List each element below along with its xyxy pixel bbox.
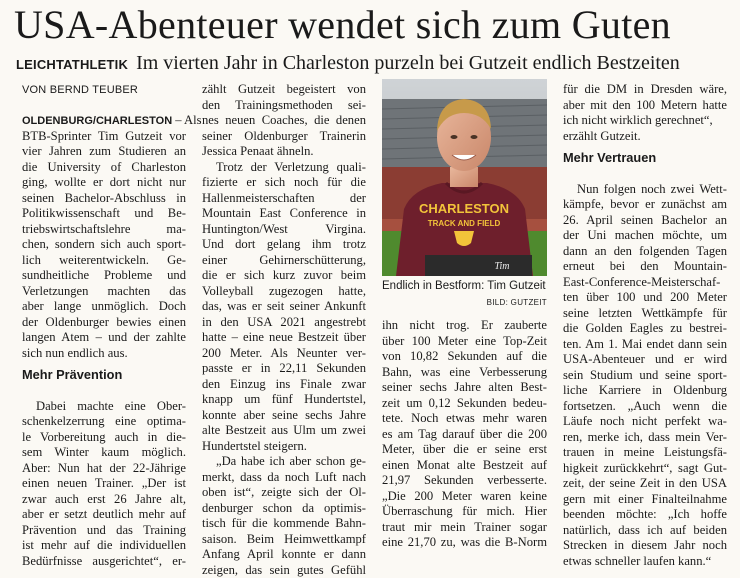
shirt-word-charleston: CHARLESTON xyxy=(419,201,509,216)
article-column-1 xyxy=(22,113,186,569)
text-line: einen neuen Trainer. „Der ist xyxy=(22,476,186,492)
text-line: „Die 200 Meter waren keine xyxy=(382,489,547,505)
text-line: konnte aber seine sechs Jahre xyxy=(202,408,366,424)
text-line: sein Studium und seine sport- xyxy=(563,368,727,384)
text-line: Bahn, was eine Verbesserung xyxy=(382,365,547,381)
photo-caption xyxy=(382,279,547,310)
text-line: etwas schneller laufen kann.“ xyxy=(563,554,727,570)
section-heading-praevention: Mehr Prävention xyxy=(22,367,186,383)
text-line: zeit um 0,12 Sekunden bedeu- xyxy=(382,396,547,412)
text-line: einen Monat alte Bestzeit auf xyxy=(382,458,547,474)
text-line: 26. April seinen Bachelor an xyxy=(563,213,727,229)
text-line: es am Tag darauf über die 200 xyxy=(382,427,547,443)
text-line: sundheitliche Probleme und xyxy=(22,268,186,284)
text-line: oben ist“, zeigte sich der Ol- xyxy=(202,485,366,501)
text-line: ist mehr auf die individuellen xyxy=(22,538,186,554)
sign-text: Tim xyxy=(494,261,509,272)
text-line: der Uni machen möchte, um xyxy=(563,228,727,244)
column-1-paragraph-2 xyxy=(22,399,186,570)
text-line: tisch für die kommende Bahn- xyxy=(202,516,366,532)
text-line: tete. Noch etwas mehr waren xyxy=(382,411,547,427)
text-line: Jessica Penaat ähneln. xyxy=(202,144,366,160)
text-line: triebswirtschaftslehre ma- xyxy=(22,222,186,238)
shirt-word-track: TRACK AND FIELD xyxy=(428,219,501,228)
text-line: natürlich, dass ich auf beiden xyxy=(563,523,727,539)
text-line: nes neuen Coaches, die denen xyxy=(202,113,366,129)
photo-caption-text: Endlich in Bestform: Tim Gutzeit xyxy=(382,280,546,292)
text-line: seiner sechs Jahre alten Best- xyxy=(382,380,547,396)
text-line: ren, merke ich, dass mein Ver- xyxy=(563,430,727,446)
column-1-paragraph xyxy=(22,129,186,362)
athlete-photo-image xyxy=(382,79,547,276)
text-line: saison. Beim Heimwettkampf xyxy=(202,532,366,548)
text-line: ten. Am 1. Mai endet dann sein xyxy=(563,337,727,353)
text-line: sem Winter kaum möglich. xyxy=(22,445,186,461)
text-line: Aber: Nun hat der 22-Jährige xyxy=(22,461,186,477)
text-line: Strecken in diesem Jahr noch xyxy=(563,538,727,554)
dateline: OLDENBURG/CHARLESTON xyxy=(22,115,172,127)
text-line: ich nicht wirklich gerechnet“, xyxy=(563,113,727,129)
text-line: dann an den folgenden Tagen xyxy=(563,244,727,260)
text-line: zählt Gutzeit begeistert von xyxy=(202,82,366,98)
text-line: die University of Charleston xyxy=(22,160,186,176)
text-line: langen Atem – und der zahlte xyxy=(22,330,186,346)
text-line: für die DM in Dresden wäre, xyxy=(563,82,727,98)
text-line: zwar auch erst 26 Jahre alt, xyxy=(22,492,186,508)
text-line: aber er setzt deutlich mehr auf xyxy=(22,507,186,523)
text-line: denburger schon da optimis- xyxy=(202,501,366,517)
text-line: 200 Meter. Als Neunter ver- xyxy=(202,346,366,362)
photo-credit: BILD: GUTZEIT xyxy=(487,296,547,310)
column-1-lines xyxy=(22,113,186,129)
text-line: ten über 100 und 200 Meter xyxy=(563,290,727,306)
text-line: merkt, dass da noch Luft nach xyxy=(202,470,366,486)
text-line: traut mir mein Trainer sogar xyxy=(382,520,547,536)
text-line: über 100 Meter eine Top-Zeit xyxy=(382,334,547,350)
text-line: aber lange unmöglich. Doch xyxy=(22,299,186,315)
dateline-text: – Als xyxy=(172,113,201,127)
text-line: knapp um fünf Hundertstel, xyxy=(202,392,366,408)
text-line: die er sich kurz zuvor beim xyxy=(202,268,366,284)
column-4-paragraph xyxy=(563,82,727,144)
text-line: gern mit einer Finalteilnahme xyxy=(563,492,727,508)
text-line: Prävention und das Training xyxy=(22,523,186,539)
byline: VON BERND TEUBER xyxy=(22,84,138,96)
section-kicker: LEICHTATHLETIK xyxy=(16,57,128,72)
text-line xyxy=(22,113,186,129)
text-line: chen, sondern sich auch sport- xyxy=(22,237,186,253)
text-line: Und dort gelang ihm trotz xyxy=(202,237,366,253)
text-line: seinen Bachelor-Abschluss in xyxy=(22,191,186,207)
text-line: Bedürfnisse ausgerichtet“, er- xyxy=(22,554,186,570)
subheadline-row xyxy=(16,52,736,75)
text-line: Hallenmeisterschaften der xyxy=(202,191,366,207)
text-line: Läufe noch nicht perfekt wa- xyxy=(563,414,727,430)
text-line: zeigen, das sein gutes Gefühl xyxy=(202,563,366,578)
text-line: die Golden Eagles zu bestrei- xyxy=(563,321,727,337)
text-line: Volleyball zugezogen hatte, xyxy=(202,284,366,300)
text-line: von 10,82 Sekunden auf die xyxy=(382,349,547,365)
text-line: Anfang April konnte er dann xyxy=(202,547,366,563)
text-line: USA-Abenteuer und er wird xyxy=(563,352,727,368)
section-heading-vertrauen: Mehr Vertrauen xyxy=(563,150,727,166)
text-line: aber mit den 100 Metern hatte xyxy=(563,98,727,114)
text-line: kämpfe, bevor er zunächst am xyxy=(563,197,727,213)
text-line: eine 21,70 zu, was die B-Norm xyxy=(382,535,547,551)
text-line: Huntington/West Virgina. xyxy=(202,222,366,238)
text-line: der Oldenburger bewies einen xyxy=(22,315,186,331)
text-line: alte Bestzeit aus Ulm um zwei xyxy=(202,423,366,439)
text-line: vier Jahren zum Studieren an xyxy=(22,144,186,160)
text-line: erneut bei den Mountain- xyxy=(563,259,727,275)
athlete-photo xyxy=(382,79,547,276)
text-line: den Trainingsmethoden sei- xyxy=(202,98,366,114)
text-line: 21,97 Sekunden verbesserte. xyxy=(382,473,547,489)
text-line: liche Karriere in Oldenburg xyxy=(563,383,727,399)
text-line: fortsetzen. „Auch wenn die xyxy=(563,399,727,415)
text-line: trauen in meine Leistungsfä- xyxy=(563,445,727,461)
text-line: Mountain East Conference in xyxy=(202,206,366,222)
text-line: das, was er seit seiner Ankunft xyxy=(202,299,366,315)
shirt-text xyxy=(419,201,509,228)
text-line: BTB-Sprinter Tim Gutzeit vor xyxy=(22,129,186,145)
text-line: Dabei machte eine Ober- xyxy=(22,399,186,415)
text-line: Nun folgen noch zwei Wett- xyxy=(563,182,727,198)
article-column-3 xyxy=(382,318,547,551)
text-line: Überraschung für mich. Hier xyxy=(382,504,547,520)
text-line: beenden möchte: „Ich hoffe xyxy=(563,507,727,523)
subheadline: Im vierten Jahr in Charleston purzeln bei Gutzeit endlich Bestzeiten xyxy=(136,52,680,74)
text-line: Hundertstel steigern. xyxy=(202,439,366,455)
text-line: Trotz der Verletzung quali- xyxy=(202,160,366,176)
text-line: ihn nicht trog. Er zauberte xyxy=(382,318,547,334)
text-line: le Vorbereitung auch in die- xyxy=(22,430,186,446)
article-column-4 xyxy=(563,82,727,569)
text-line: lich weiterentwickeln. Ge- xyxy=(22,253,186,269)
text-line: „Da habe ich aber schon ge- xyxy=(202,454,366,470)
text-line: passte er in 22,11 Sekunden xyxy=(202,361,366,377)
text-line: Verletzungen machten das xyxy=(22,284,186,300)
headline: USA-Abenteuer wendet sich zum Guten xyxy=(14,2,734,48)
text-line: erzählt Gutzeit. xyxy=(563,129,727,145)
text-line: ging, wollte er dort nicht nur xyxy=(22,175,186,191)
text-line: East-Conference-Meisterschaf- xyxy=(563,275,727,291)
text-line: Politikwissenschaft und Be- xyxy=(22,206,186,222)
text-line: einer Gehirnerschütterung, xyxy=(202,253,366,269)
article-column-2 xyxy=(202,82,366,578)
text-line: higkeit zurückkehrt“, sagt Gut- xyxy=(563,461,727,477)
text-line: seine letzten Wettkämpfe für xyxy=(563,306,727,322)
text-line: den Einzug ins Finale zwar xyxy=(202,377,366,393)
text-line: hatte – eine neue Bestzeit über xyxy=(202,330,366,346)
text-line: in den USA 2021 angestrebt xyxy=(202,315,366,331)
text-line: schenkelzerrung eine optima- xyxy=(22,414,186,430)
text-line: fizierte er sich noch für die xyxy=(202,175,366,191)
text-line: sich nun endlich aus. xyxy=(22,346,186,362)
text-line: zeit, der seine Zeit in den USA xyxy=(563,476,727,492)
text-line: seiner Oldenburger Trainerin xyxy=(202,129,366,145)
text-line: Meter, über die er seine erst xyxy=(382,442,547,458)
column-4-paragraph-2 xyxy=(563,182,727,570)
